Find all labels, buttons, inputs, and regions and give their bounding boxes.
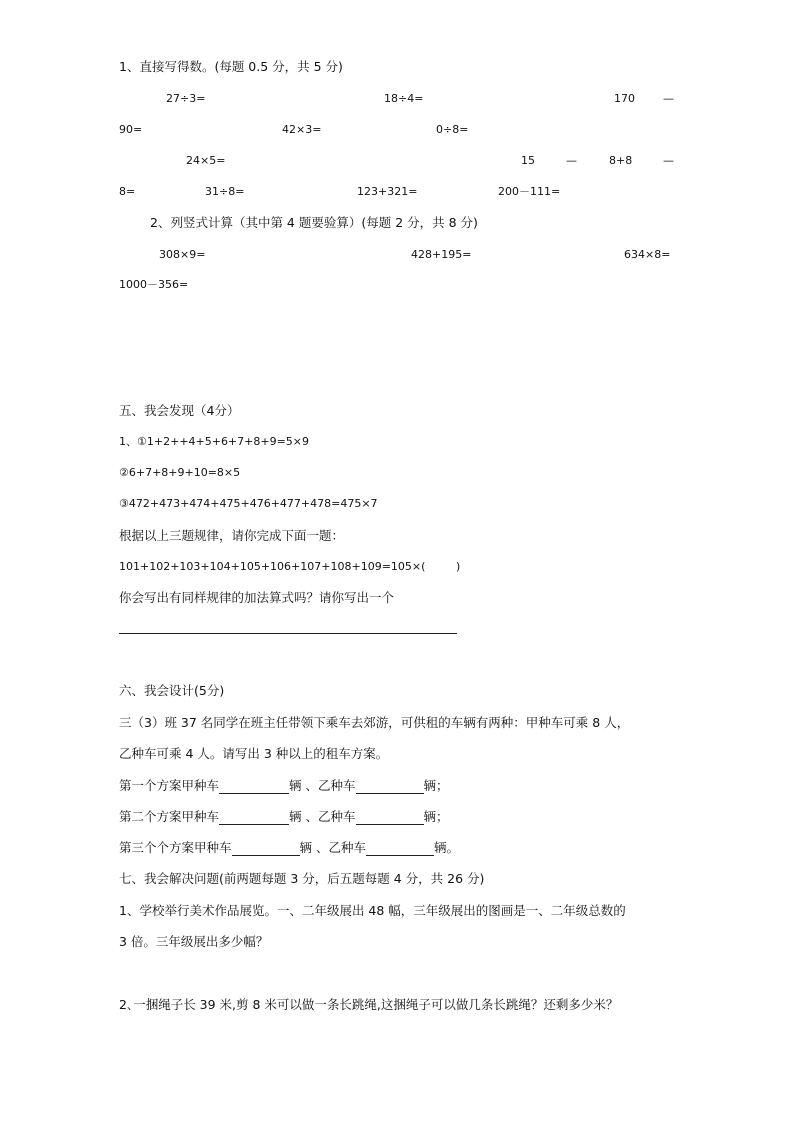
pattern-line-3: ③472+473+474+475+476+477+478=475×7 [119, 497, 378, 510]
calc-8: 8= [119, 185, 136, 198]
question-1-title: 1、直接写得数。(每题 0.5 分，共 5 分) [119, 59, 343, 74]
plan-row-2 [119, 811, 449, 825]
plan-2-prefix: 第二个方案甲种车 [119, 809, 220, 824]
pattern-line-2: ②6+7+8+9+10=8×5 [119, 466, 241, 479]
calc-15: 15 [521, 154, 535, 167]
calc-31-div-8: 31÷8= [205, 185, 245, 198]
calc-42-times-3: 42×3= [282, 123, 322, 136]
plan-1-blank-a[interactable] [219, 780, 289, 794]
calc-428-plus-195: 428+195= [411, 248, 472, 261]
plan-row-1 [119, 780, 449, 794]
calc-18-div-4: 18÷4= [384, 92, 424, 105]
calc-200-minus-111: 200－111= [498, 185, 561, 198]
plan-2-end: 辆； [423, 809, 449, 824]
pattern-line-1: 1、①1+2++4+5+6+7+8+9=5×9 [119, 435, 310, 448]
calc-90: 90= [119, 123, 143, 136]
calc-27-div-3: 27÷3= [166, 92, 206, 105]
plan-1-blank-b[interactable] [356, 780, 424, 794]
calc-24-times-5: 24×5= [186, 154, 226, 167]
answer-line[interactable] [119, 633, 457, 634]
calc-308-times-9: 308×9= [159, 248, 206, 261]
plan-2-blank-a[interactable] [219, 811, 289, 825]
calc-123-plus-321: 123+321= [357, 185, 418, 198]
plan-3-blank-a[interactable] [232, 842, 300, 856]
plan-2-mid: 辆 、乙种车 [289, 809, 356, 824]
pattern-question: 101+102+103+104+105+106+107+108+109=105×( [119, 560, 426, 573]
plan-2-blank-b[interactable] [356, 811, 424, 825]
dash-2: — [566, 154, 577, 167]
problem-1-line-2: 3 倍。三年级展出多少幅？ [119, 934, 269, 949]
dash-1: — [663, 92, 674, 105]
plan-3-blank-b[interactable] [366, 842, 434, 856]
problem-1-line-1: 1、学校举行美术作品展览。一、二年级展出 48 幅，三年级展出的图画是一、二年级总数的 [119, 903, 626, 918]
pattern-instruction: 根据以上三题规律，请你完成下面一题： [119, 528, 345, 543]
calc-170: 170 [614, 92, 635, 105]
calc-0-div-8: 0÷8= [436, 123, 469, 136]
plan-3-end: 辆。 [434, 840, 460, 855]
section-7-title: 七、我会解决问题(前两题每题 3 分，后五题每题 4 分，共 26 分) [119, 871, 485, 886]
design-description-2: 乙种车可乘 4 人。请写出 3 种以上的租车方案。 [119, 746, 389, 761]
section-5-title: 五、我会发现（4分） [119, 403, 240, 418]
design-description-1: 三（3）班 37 名同学在班主任带领下乘车去郊游，可供租的车辆有两种：甲种车可乘 8 人， [119, 715, 630, 730]
section-6-title: 六、我会设计(5分) [119, 683, 225, 698]
problem-2: 2､一捆绳子长 39 米,剪 8 米可以做一条长跳绳,这捆绳子可以做几条长跳绳？还剩多少米？ [119, 997, 619, 1012]
plan-3-prefix: 第三个个方案甲种车 [119, 840, 232, 855]
plan-3-mid: 辆 、乙种车 [299, 840, 366, 855]
plan-1-end: 辆； [423, 778, 449, 793]
pattern-write-prompt: 你会写出有同样规律的加法算式吗？请你写出一个 [119, 590, 395, 605]
calc-8-plus-8: 8+8 [609, 154, 633, 167]
plan-row-3 [119, 842, 459, 856]
question-2-title: 2、列竖式计算（其中第 4 题要验算）(每题 2 分，共 8 分) [150, 215, 478, 230]
dash-3: — [663, 154, 674, 167]
pattern-question-close-paren: ) [456, 560, 461, 573]
plan-1-prefix: 第一个方案甲种车 [119, 778, 220, 793]
calc-1000-minus-356: 1000－356= [119, 278, 189, 291]
plan-1-mid: 辆 、乙种车 [289, 778, 356, 793]
calc-634-times-8: 634×8= [624, 248, 671, 261]
